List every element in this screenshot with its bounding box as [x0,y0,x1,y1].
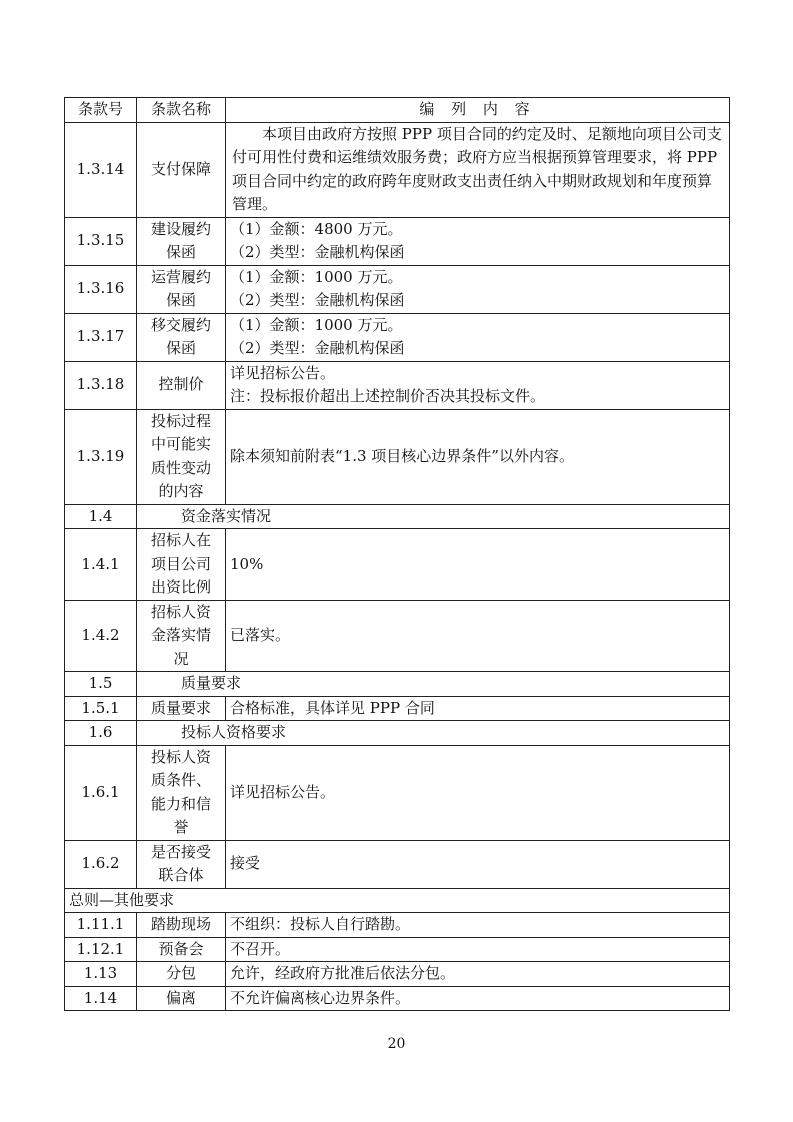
clause-number: 1.13 [65,962,137,987]
clause-number: 1.5.1 [65,696,137,721]
table-row [65,986,730,1011]
section-title: 投标人资格要求 [137,721,730,746]
clause-content-line: （1）金额：4800 万元。 [230,219,403,238]
clause-content-line: （1）金额：1000 万元。 [230,315,403,334]
clause-content [226,265,730,313]
clause-name-line: 金落实情 [150,626,211,644]
clause-content-line: （2）类型：金融机构保函 [230,339,405,357]
clause-content: 不组织：投标人自行踏勘。 [226,913,730,938]
clause-content-line: 详见招标公告。 [230,363,336,382]
clause-number: 1.3.17 [65,313,137,361]
header-clause-name: 条款名称 [137,98,226,123]
clause-name-line: 招标人在 [150,531,211,549]
clause-name-line: 出资比例 [150,578,211,596]
table-row [65,313,730,361]
tender-clause-table [64,97,730,1011]
table-row [65,217,730,265]
clause-number: 1.3.16 [65,265,137,313]
clause-name [137,122,226,217]
page-number: 20 [387,1036,406,1052]
clause-content: 已落实。 [226,600,730,672]
clause-content: 10% [226,529,730,601]
clause-number: 1.3.14 [65,122,137,217]
clause-content: 不允许偏离核心边界条件。 [226,986,730,1011]
section-row [65,672,730,697]
clause-content: 合格标准，具体详见 PPP 合同 [226,696,730,721]
clause-number: 1.3.19 [65,409,137,504]
header-clause-number: 条款号 [65,98,137,123]
clause-name-line: 誉 [173,818,189,836]
clause-content [226,313,730,361]
section-title: 总则—其他要求 [65,888,730,913]
clause-content-line: （1）金额：1000 万元。 [230,267,403,286]
section-number: 1.6 [65,721,137,746]
table-row [65,529,730,601]
header-content: 编 列 内 容 [226,98,730,123]
clause-content: 接受 [226,840,730,888]
clause-name-line: 质条件、 [150,771,211,789]
clause-name [137,217,226,265]
table-row [65,361,730,409]
section-row [65,721,730,746]
clause-content: 详见招标公告。 [226,745,730,840]
clause-number: 1.12.1 [65,937,137,962]
clause-number: 1.6.2 [65,840,137,888]
section-title: 质量要求 [137,672,730,697]
clause-name-line: 质性变动 [150,458,211,477]
clause-name-line: 况 [173,649,189,668]
clause-name-line: 运营履约 [150,267,211,286]
clause-content: 不召开。 [226,937,730,962]
clause-name-line: 项目公司 [150,554,211,573]
clause-name [137,313,226,361]
clause-name: 分包 [137,962,226,987]
table-row [65,265,730,313]
clause-name [137,361,226,409]
clause-name-line: 保函 [165,339,196,357]
clause-name-line: 是否接受 [150,842,211,861]
section-row [65,504,730,529]
clause-name-line: 中可能实 [150,435,211,453]
clause-number: 1.6.1 [65,745,137,840]
clause-name [137,409,226,504]
clause-name: 质量要求 [137,696,226,721]
clause-name [137,265,226,313]
clause-number: 1.4.2 [65,600,137,672]
clause-number: 1.14 [65,986,137,1011]
clause-name [137,745,226,840]
clause-content-line: 注：投标报价超出上述控制价否决其投标文件。 [230,387,546,405]
clause-name: 偏离 [137,986,226,1011]
section-number: 1.5 [65,672,137,697]
clause-number: 1.3.15 [65,217,137,265]
clause-name [137,600,226,672]
clause-content [226,361,730,409]
clause-content [226,217,730,265]
clause-name-line: 控制价 [158,375,204,394]
clause-content-line: （2）类型：金融机构保函 [230,243,405,261]
table-row [65,840,730,888]
clause-content-line: （2）类型：金融机构保函 [230,291,405,309]
table-row [65,122,730,217]
clause-number: 1.3.18 [65,361,137,409]
clause-content: 允许，经政府方批准后依法分包。 [226,962,730,987]
section-row [65,888,730,913]
clause-name-line: 招标人资 [150,602,211,621]
clause-name-line: 保函 [165,243,196,261]
clause-name-line: 建设履约 [150,219,211,238]
clause-name: 预备会 [137,937,226,962]
section-title: 资金落实情况 [137,504,730,529]
clause-number: 1.4.1 [65,529,137,601]
clause-name-line: 投标过程 [150,411,211,430]
clause-name-line: 支付保障 [150,159,211,178]
clause-name-line: 的内容 [158,482,204,500]
table-row [65,600,730,672]
table-row [65,696,730,721]
table-row [65,745,730,840]
table-header-row [65,98,730,123]
clause-name-line: 移交履约 [150,315,211,334]
clause-name-line: 保函 [165,291,196,309]
clause-content: 本项目由政府方按照 PPP 项目合同的约定及时、足额地向项目公司支付可用性付费和运维绩效服务费；政府方应当根据预算管理要求，将 PPP 项目合同中约定的政府跨年度财政支出责任纳入中期财政规划和年度预算管理。 [226,122,730,217]
clause-name-line: 能力和信 [150,794,211,813]
table-row [65,937,730,962]
table-row [65,913,730,938]
clause-name: 踏勘现场 [137,913,226,938]
clause-content: 除本须知前附表“1.3 项目核心边界条件”以外内容。 [226,409,730,504]
table-row [65,962,730,987]
clause-name-line: 联合体 [158,866,204,884]
table-row [65,409,730,504]
clause-name-line: 投标人资 [150,747,211,766]
clause-name [137,529,226,601]
clause-name [137,840,226,888]
section-number: 1.4 [65,504,137,529]
clause-number: 1.11.1 [65,913,137,938]
